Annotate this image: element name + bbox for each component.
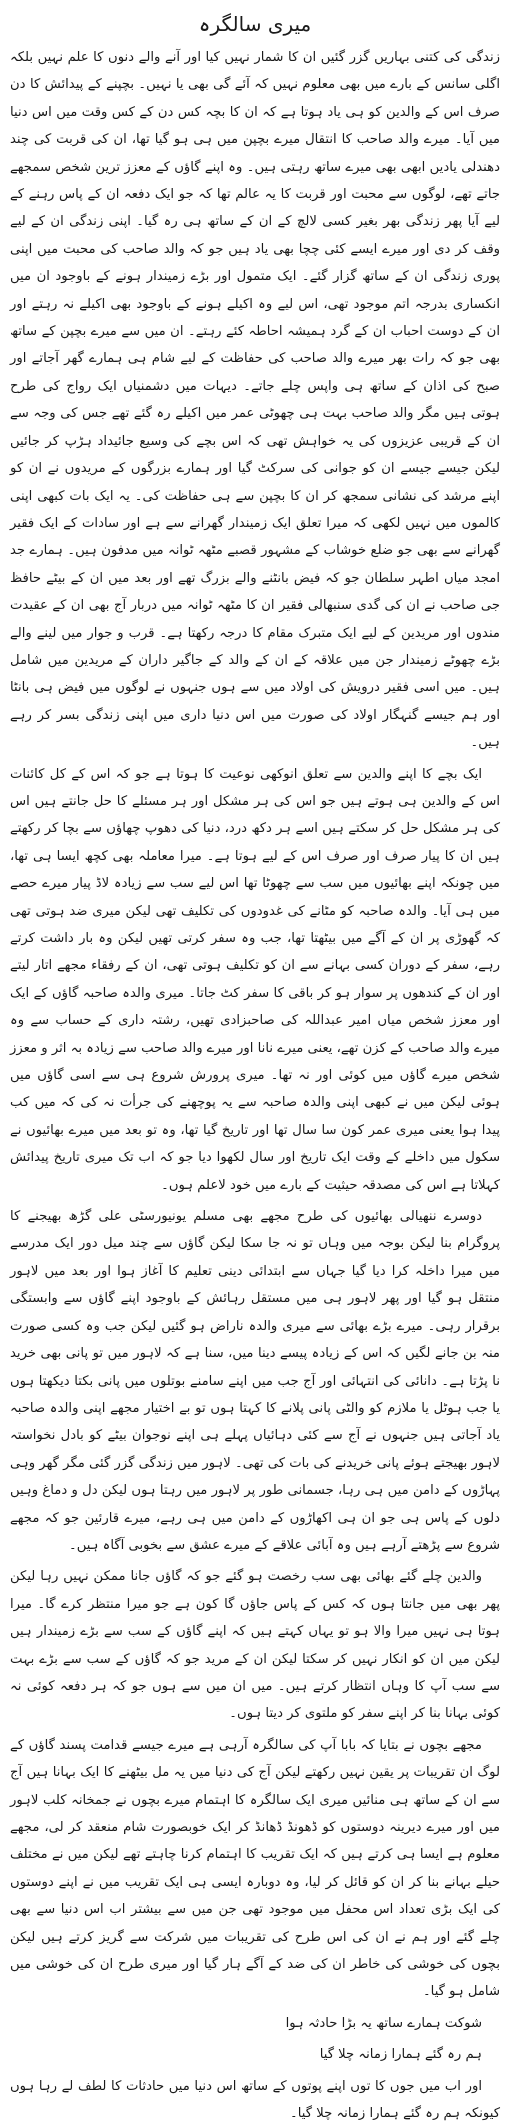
closing-couplet-line: ہم رہ گئے ہمارا زمانہ چلا گیا: [319, 2047, 482, 2063]
article-paragraph: دوسرے ننھیالی بھائیوں کی طرح مجھے بھی مسلم یونیورسٹی علی گڑھ بھیجنے کا پروگرام بنا لیکن بوجہ میں وہاں تو نہ جا سکا لیکن گاؤں سے چند میل دور ایک مدرسے میں میرا داخلہ کرا دیا گیا جہاں سے ابتدائی دینی تعلیم کا آغاز ہوا اور بعد میں لاہور منتقل ہو گیا اور پھر لاہور ہی میں مستقل رہائش کے باوجود اپنے گاؤں سے وابستگی برقرار رہی۔ میرے بڑے بھائی سے میری والدہ ناراض ہو گئیں لیکن جب وہ کسی صورت منہ بن جانے لگیں کہ اس کے زیادہ پیسے دینا میں، سنا ہے کہ لاہور میں تو پانی بھی خرید نا پڑتا ہے۔ دانائی کی انتہائی اور آج جب میں اپنے سامنے بوتلوں میں پانی بکتا دیکھتا ہوں یا جب ہوٹل یا ملازم کو والٹی پانی پلانے کا کہتا ہوں تو بے اختیار مجھے اپنی والدہ صاحبہ یاد آجاتی ہیں جنہوں نے آج سے کئی دہائیاں پہلے ہی اپنے نوجوان بیٹے کو بادل نخواستہ لاہور بھیجتے ہوئے پانی خریدنے کی بات کی تھی۔ لاہور میں زندگی گزر گئی مگر گھر وہی پہاڑوں کے دامن میں ہی رہا، جسمانی طور پر لاہور میں رہتا ہوں لیکن دل و دماغ وہیں دلوں کے پاس ہی جو ان ہی اکھاڑوں کے دامن میں ہی رہے، میرے قارئین جو کہ مجھے شروع سے پڑھتے آرہے ہیں وہ آبائی علاقے کے میرے عشق سے بخوبی آگاہ ہیں۔: [10, 1209, 500, 1553]
article-title: میری سالگرہ: [198, 12, 312, 36]
article-paragraph: مجھے بچوں نے بتایا کہ بابا آپ کی سالگرہ آرہی ہے میرے جیسے قدامت پسند گاؤں کے لوگ ان تقریبات پر یقین نہیں رکھتے لیکن آج کی دنیا میں یہ مل بیٹھنے کا ایک بہانا ہیں آج سے ان کے ساتھ ہی منائیں میری ایک سالگرہ کا اہتمام میرے بچوں نے جمخانہ کلب لاہور میں اور میرے دیرینہ دوستوں کو ڈھونڈ ڈھانڈ کر ایک خوبصورت شام منعقد کر لی، مجھے معلوم ہے ایسا ہی کرتے ہیں کہ ایک تقریب کا اہتمام کرنا چاہتے تھے لیکن میں نے مختلف حیلے بہانے بنا کر ان کو قائل کر لیا، وہ دوبارہ ایسی ہی ایک تقریب میں نے اپنے دوستوں کی ایک بڑی تعداد اس محفل میں موجود تھی جن میں سے بیشتر اب اس دنیا سے بھی چلے گئے اور ہم نے ان کی اس طرح کی تقریبات میں شرکت سے گریز کرتے ہیں لیکن بچوں کی خوشی کی خاطر ان کی ضد کے آگے ہار گیا اور میری طرح ان کی خوشی میں شامل ہو گیا۔: [10, 1737, 500, 2000]
article-body: [10, 44, 500, 2127]
article-paragraph: زندگی کی کتنی بہاریں گزر گئیں ان کا شمار نہیں کیا اور آنے والے دنوں کا علم نہیں بلکہ اگلی سانس کے بارے میں بھی معلوم نہیں کہ آئے گی بھی یا نہیں۔ بچپنے کے پیدائش کا دن صرف اس کے والدین کو ہی یاد ہوتا ہے کہ ان کا بچہ کس دن کے کس وقت میں اس دنیا میں آیا۔ میرے والد صاحب کا انتقال میرے بچپن میں ہی ہو گیا تھا، ان کی قربت کی چند دھندلی یادیں ابھی بھی میرے ساتھ رہتی ہیں۔ وہ اپنے گاؤں کے معزز ترین شخص سمجھے جاتے تھے، لوگوں سے محبت اور قربت کا یہ عالم تھا کہ جو ایک دفعہ ان کے پاس رہنے کے لیے آیا پھر زندگی بھر بغیر کسی لالچ کے ان کے ساتھ ہی رہ گیا۔ اپنی زندگی ان کے لیے وقف کر دی اور میرے ایسے کئی چچا بھی یاد ہیں جو کہ والد صاحب کی محبت میں اپنی پوری زندگی ان کے ساتھ گزار گئے۔ ایک متمول اور بڑے زمیندار ہونے کے باوجود ان میں انکساری بدرجہ اتم موجود تھی، اس لیے وہ اکیلے ہونے کے باوجود بھی اکیلے نہ رہتے اور ان کے دوست احباب ان کے گرد ہمیشہ احاطہ کئے رہتے۔ ان میں سے میرے بچپن کے ساتھ بھی جو کہ رات بھر میرے والد صاحب کی حفاظت کے لیے شام ہی ہمارے گھر آجاتے اور صبح کی اذان کے ساتھ ہی واپس چلے جاتے۔ دیہات میں دشمنیاں ایک رواج کی طرح ہوتی ہیں مگر والد صاحب بہت ہی چھوٹی عمر میں اکیلے رہ گئے تھے جس کی وجہ سے ان کے قریبی عزیزوں کی یہ خواہش تھی کہ اس بچے کی وسیع جائیداد ہڑپ کر جائیں لیکن جیسے جیسے ان کو جوانی کی سرکٹ گیا اور ہمارے بزرگوں کے مریدوں نے ان کو اپنے مرشد کی نشانی سمجھ کر ان کا بچپن سے ہی حفاظت کی۔ یہ ایک بات کبھی اپنی کالموں میں نہیں لکھی کہ میرا تعلق ایک زمیندار گھرانے سے ہے اور سادات کے ایک فقیر گھرانے سے بھی جو ضلع خوشاب کے مشہور قصبے مٹھہ ٹوانہ میں مدفون ہیں۔ ہمارے جد امجد میاں اطہر سلطان جو کہ فیض بانٹنے والے بزرگ تھے اور بعد میں ان کے بیٹے حافظ جی صاحب نے ان کی گدی سنبھالی فقیر ان کا مٹھہ ٹوانہ میں دربار آج بھی ان کے عقیدت مندوں اور مریدین کے لیے ایک متبرک مقام کا درجہ رکھتا ہے۔ قرب و جوار میں لینے والے بڑے چھوٹے زمیندار جن میں علاقہ کے ان کے والد کے جاگیر داران کے مریدین میں شامل ہیں۔ میں اسی فقیر درویش کی اولاد میں سے ہوں جنہوں نے لوگوں میں فیض ہی بانٹا اور ہم جیسے گنہگار اولاد کی صورت میں اس دنیا داری میں اپنی زندگی بسر کر رہے ہیں۔: [10, 50, 500, 751]
closing-couplet-line: شوکت ہمارے ساتھ یہ بڑا حادثہ ہوا: [285, 2015, 482, 2031]
article-paragraph: ایک بچے کا اپنے والدین سے تعلق انوکھی نوعیت کا ہوتا ہے جو کہ اس کے کل کائنات اس کے والدین ہی ہوتے ہیں جو اس کی ہر مشکل اور ہر مسئلے کا حل جانتے ہیں اس کی ہر مشکل حل کر سکتے ہیں اسے ہر دکھ درد، دنیا کی دھوپ چھاؤں سے بچا کر رکھتے ہیں ان کا پیار صرف اور صرف اس کے لیے ہوتا ہے۔ میرا معاملہ بھی کچھ ایسا ہی تھا، میں چونکہ اپنے بھائیوں میں سب سے چھوٹا تھا اس لیے سب سے زیادہ لاڈ پیار میرے حصے میں ہی آیا۔ والدہ صاحبہ کو مٹانے کی غدودوں کی تکلیف تھی لیکن میری ضد ہوتی تھی کہ گھوڑی پر ان کے آگے میں بیٹھتا تھا، جب وہ سفر کرتی تھیں لیکن وہ بار داشت کرتے رہے، سفر کے دوران کسی بہانے سے ان کو تکلیف ہوتی تھی، ان کے رفقاء مجھے اتار لیتے اور ان کے کندھوں پر سوار ہو کر باقی کا سفر کٹ جاتا۔ میری والدہ صاحبہ گاؤں کے ایک اور معزز شخص میاں امیر عبداللہ کی صاحبزادی تھیں، رشتہ داری کے حساب سے وہ میرے والد صاحب کے کزن تھے، یعنی میرے نانا اور میرے والد صاحب سے زیادہ بہ اثر و معزز شخص میرے گاؤں میں کوئی اور نہ تھا۔ میری پرورش شروع ہی سے اسی گاؤں میں ہوئی لیکن میں نے کبھی اپنی والدہ صاحبہ سے یہ پوچھنے کی جرأت نہ کی کہ میں کب پیدا ہوا یعنی میری عمر کون سا سال تھا اور تاریخ گیا تھا، وہ تو بعد میں میرے بھائیوں نے سکول میں داخلے کے وقت ایک تاریخ اور سال لکھوا دیا جو کہ اب تک میری تاریخ پیدائش کہلاتا ہے اس کی مصدقہ حیثیت کے بارے میں خود لاعلم ہوں۔: [10, 766, 500, 1193]
closing-paragraph: اور اب میں جوں کا توں اپنے پوتوں کے ساتھ اس دنیا میں حادثات کا لطف لے رہا ہوں کیونکہ ہم رہ گئے ہمارا زمانہ چلا گیا۔: [10, 2078, 500, 2122]
article-paragraph: والدین چلے گئے بھائی بھی سب رخصت ہو گئے جو کہ گاؤں جانا ممکن نہیں رہا لیکن پھر بھی میں جانتا ہوں کہ کس کے پاس جاؤں گا کون ہے جو میرا منتظر کرے گا۔ میرا ہوتا ہی نہیں میرا والا ہو تو یہاں کہتے ہیں کہ اپنے گاؤں کے سب سے بڑے زمیندار ہیں لیکن میں ان کو انکار نہیں کر سکتا لیکن ان کے مرید جو کہ گاؤں کے سب سے بڑے بہت سے سب آپ کا وہاں انتظار کرتے ہیں۔ میں ان میں سے ہوں جو کہ ہر دفعہ کوئی نہ کوئی بہانا بنا کر اپنے سفر کو ملتوی کر دیتا ہوں۔: [10, 1569, 500, 1722]
